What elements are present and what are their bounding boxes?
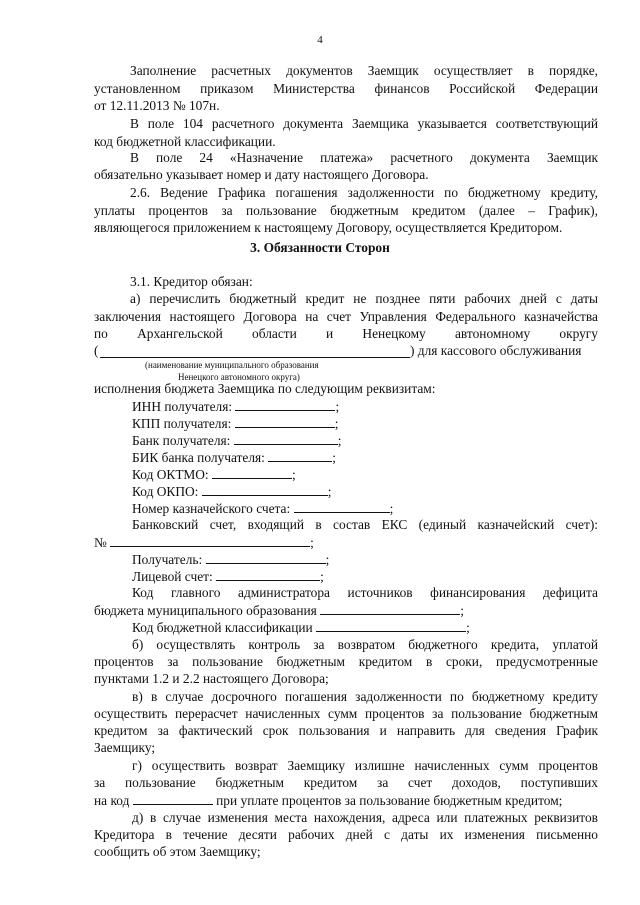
caption-municipality-2: Ненецкого автономного округа): [178, 372, 300, 382]
item-g-line-2: за пользование бюджетным кредитом за счет доходов, поступивших: [94, 775, 598, 790]
item-b-line-2: процентов за пользование бюджетным кредитом в сроки, предусмотренные: [94, 654, 598, 669]
req-kpp-label: КПП получателя:: [132, 416, 232, 431]
page-number: 4: [317, 34, 323, 46]
caption-municipality-1: (наименование муниципального образования: [145, 360, 319, 370]
para-1-line-2: установленном приказом Министерства финансов Российской Федерации: [94, 81, 598, 96]
clause-3-1: 3.1. Кредитор обязан:: [130, 274, 253, 289]
req-admin-line-1: Код главного администратора источников финансирования дефицита: [132, 585, 598, 600]
req-kpp: [132, 415, 338, 432]
req-treasury-blank[interactable]: [294, 500, 390, 513]
req-kbk-label: Код бюджетной классификации: [132, 620, 313, 635]
req-inn-label: ИНН получателя:: [132, 399, 233, 414]
req-bank-semicolon: ;: [337, 433, 342, 448]
req-account-number-sign: №: [94, 535, 107, 550]
req-okpo-label: Код ОКПО:: [132, 484, 199, 499]
req-treasury-semicolon: ;: [389, 501, 394, 516]
item-a-line-1: а) перечислить бюджетный кредит не позднее пяти рабочих дней с даты: [130, 291, 598, 306]
item-a-line-4-close: ) для кассового обслуживания: [410, 343, 582, 358]
req-inn-blank[interactable]: [235, 398, 335, 411]
req-bank: [132, 432, 342, 449]
item-g-line-3-rest: при уплате процентов за пользование бюджетным кредитом;: [216, 793, 563, 808]
item-v-line-3: кредитом за фактический срок пользования и направить для сведения График: [94, 723, 598, 738]
item-d-line-3: сообщить об этом Заемщику;: [94, 844, 261, 859]
item-g-line-3: [94, 792, 562, 809]
req-okpo-semicolon: ;: [327, 484, 332, 499]
req-bank-label: Банк получателя:: [132, 433, 231, 448]
req-admin-line-2: [94, 602, 464, 619]
req-kbk: [132, 619, 470, 636]
req-recipient-semicolon: ;: [325, 552, 330, 567]
req-account-number-blank[interactable]: [110, 534, 310, 547]
item-g-line-1: г) осуществить возврат Заемщику излишне начисленных сумм процентов: [132, 758, 598, 773]
req-treasury: [132, 500, 393, 517]
req-personal-account-blank[interactable]: [216, 568, 320, 581]
req-admin-semicolon: ;: [460, 603, 464, 618]
para-2-line-1: В поле 104 расчетного документа Заемщика указывается соответствующий: [130, 116, 598, 131]
req-oktmo: [132, 466, 296, 483]
req-oktmo-semicolon: ;: [292, 467, 296, 482]
req-admin-blank[interactable]: [320, 602, 460, 615]
item-g-code-label: на код: [94, 793, 130, 808]
para-1-line-1: Заполнение расчетных документов Заемщик осуществляет в порядке,: [130, 63, 598, 78]
req-oktmo-label: Код ОКТМО:: [132, 467, 209, 482]
req-inn: [132, 398, 339, 415]
req-kpp-blank[interactable]: [235, 415, 335, 428]
item-v-line-4: Заемщику;: [94, 740, 156, 755]
req-bik: [132, 449, 336, 466]
req-account-number-semicolon: ;: [310, 535, 314, 550]
item-g-code-blank[interactable]: [133, 792, 213, 805]
req-personal-account-semicolon: ;: [320, 569, 324, 584]
item-a-line-4-open: (: [94, 343, 99, 358]
item-b-line-1: б) осуществлять контроль за возвратом бюджетного кредита, уплатой: [132, 637, 598, 652]
item-v-line-1: в) в случае досрочного погашения задолженности по бюджетному кредиту: [132, 689, 598, 704]
item-a-line-5: исполнения бюджета Заемщика по следующим реквизитам:: [94, 381, 436, 396]
para-4-line-3: являющегося приложением к настоящему Договору, осуществляется Кредитором.: [94, 220, 563, 235]
para-2-line-2: код бюджетной классификации.: [94, 134, 276, 149]
req-admin-label: бюджета муниципального образования: [94, 603, 317, 618]
req-personal-account: [132, 568, 324, 585]
para-1-line-3: от 12.11.2013 № 107н.: [94, 98, 220, 113]
req-treasury-label: Номер казначейского счета:: [132, 501, 291, 516]
para-3-line-1: В поле 24 «Назначение платежа» расчетного документа Заемщик: [130, 150, 598, 165]
section-title: 3. Обязанности Сторон: [250, 240, 390, 255]
req-account-number: [94, 534, 314, 551]
item-d-line-2: Кредитора в течение десяти рабочих дней с даты их изменения письменно: [94, 827, 598, 842]
req-personal-account-label: Лицевой счет:: [132, 569, 213, 584]
para-4-line-1: 2.6. Ведение Графика погашения задолженности по бюджетному кредиту,: [130, 185, 598, 200]
req-kpp-semicolon: ;: [334, 416, 339, 431]
item-b-line-3: пунктами 1.2 и 2.2 настоящего Договора;: [94, 671, 329, 686]
req-oktmo-blank[interactable]: [212, 466, 292, 479]
para-4-line-2: уплаты процентов за пользование бюджетным кредитом (далее – График),: [94, 203, 598, 218]
item-a-line-2: заключения настоящего Договора на счет Управления Федерального казначейства: [94, 309, 598, 324]
item-v-line-2: осуществить перерасчет начисленных сумм процентов за пользование бюджетным: [94, 706, 598, 721]
req-bank-account-label: Банковский счет, входящий в состав ЕКС (единый казначейский счет):: [132, 517, 598, 532]
req-bik-blank[interactable]: [268, 449, 332, 462]
req-inn-semicolon: ;: [335, 399, 340, 414]
item-d-line-1: д) в случае изменения места нахождения, адреса или платежных реквизитов: [132, 810, 598, 825]
req-kbk-semicolon: ;: [466, 620, 470, 635]
para-3-line-2: обязательно указывает номер и дату настоящего Договора.: [94, 167, 429, 182]
item-a-line-3: по Архангельской области и Ненецкому автономному округу: [94, 326, 598, 341]
req-recipient-label: Получатель:: [132, 552, 203, 567]
req-bank-blank[interactable]: [234, 432, 338, 445]
req-okpo-blank[interactable]: [202, 483, 328, 496]
req-bik-label: БИК банка получателя:: [132, 450, 265, 465]
req-recipient-blank[interactable]: [206, 551, 326, 564]
req-kbk-blank[interactable]: [316, 619, 466, 632]
req-bik-semicolon: ;: [332, 450, 336, 465]
municipality-name-blank[interactable]: [100, 343, 410, 358]
req-okpo: [132, 483, 332, 500]
req-recipient: [132, 551, 329, 568]
